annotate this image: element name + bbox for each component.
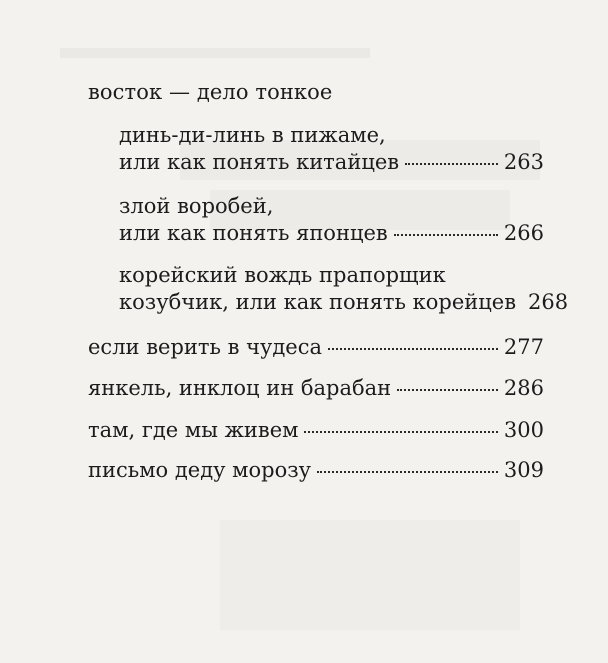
entry-title-line-2: или как понять китайцев: [119, 150, 400, 174]
entry-line: [88, 458, 544, 485]
entry-line: [88, 418, 544, 445]
section-title: восток — дело тонкое: [88, 80, 333, 104]
entry-title: если верить в чудеса: [88, 335, 322, 359]
entry-title: там, где мы живем: [88, 418, 299, 442]
entry-line: [119, 221, 544, 248]
toc-entry: [119, 194, 544, 248]
entry-line: [119, 194, 544, 221]
dot-leader: [405, 163, 498, 165]
page-number: 300: [503, 418, 544, 442]
toc-entry: [119, 263, 569, 317]
entry-title-line-1: злой воробей,: [119, 194, 274, 218]
toc-entry: [88, 376, 544, 403]
bleed-through-band: [60, 48, 370, 58]
page-number: 266: [503, 221, 544, 245]
entry-line: [88, 335, 544, 362]
entry-title: янкель, инклоц ин барабан: [88, 376, 392, 400]
toc-entry: [119, 123, 544, 177]
toc-entry: [88, 335, 544, 362]
page-number: 263: [503, 150, 544, 174]
toc-entry: [88, 458, 544, 485]
entry-title: письмо деду морозу: [88, 458, 312, 482]
page-number: 309: [503, 458, 544, 482]
entry-title-line-1: динь-ди-линь в пижаме,: [119, 123, 386, 147]
entry-line: [88, 376, 544, 403]
entry-title-line-1: корейский вождь прапорщик: [119, 263, 446, 287]
entry-line: [119, 290, 569, 317]
page-number: 268: [528, 290, 569, 314]
dot-leader: [394, 234, 498, 236]
entry-line: [119, 123, 544, 150]
dot-leader: [328, 348, 498, 350]
dot-leader: [397, 389, 498, 391]
entry-title-line-2: или как понять японцев: [119, 221, 388, 245]
toc-entry: [88, 418, 544, 445]
entry-line: [119, 150, 544, 177]
entry-line: [119, 263, 544, 290]
bleed-through-band: [220, 520, 520, 630]
dot-leader: [317, 471, 498, 473]
page-number: 286: [503, 376, 544, 400]
dot-leader: [304, 431, 497, 433]
entry-title-line-2: козубчик, или как понять корейцев: [119, 290, 517, 314]
page-number: 277: [503, 335, 544, 359]
